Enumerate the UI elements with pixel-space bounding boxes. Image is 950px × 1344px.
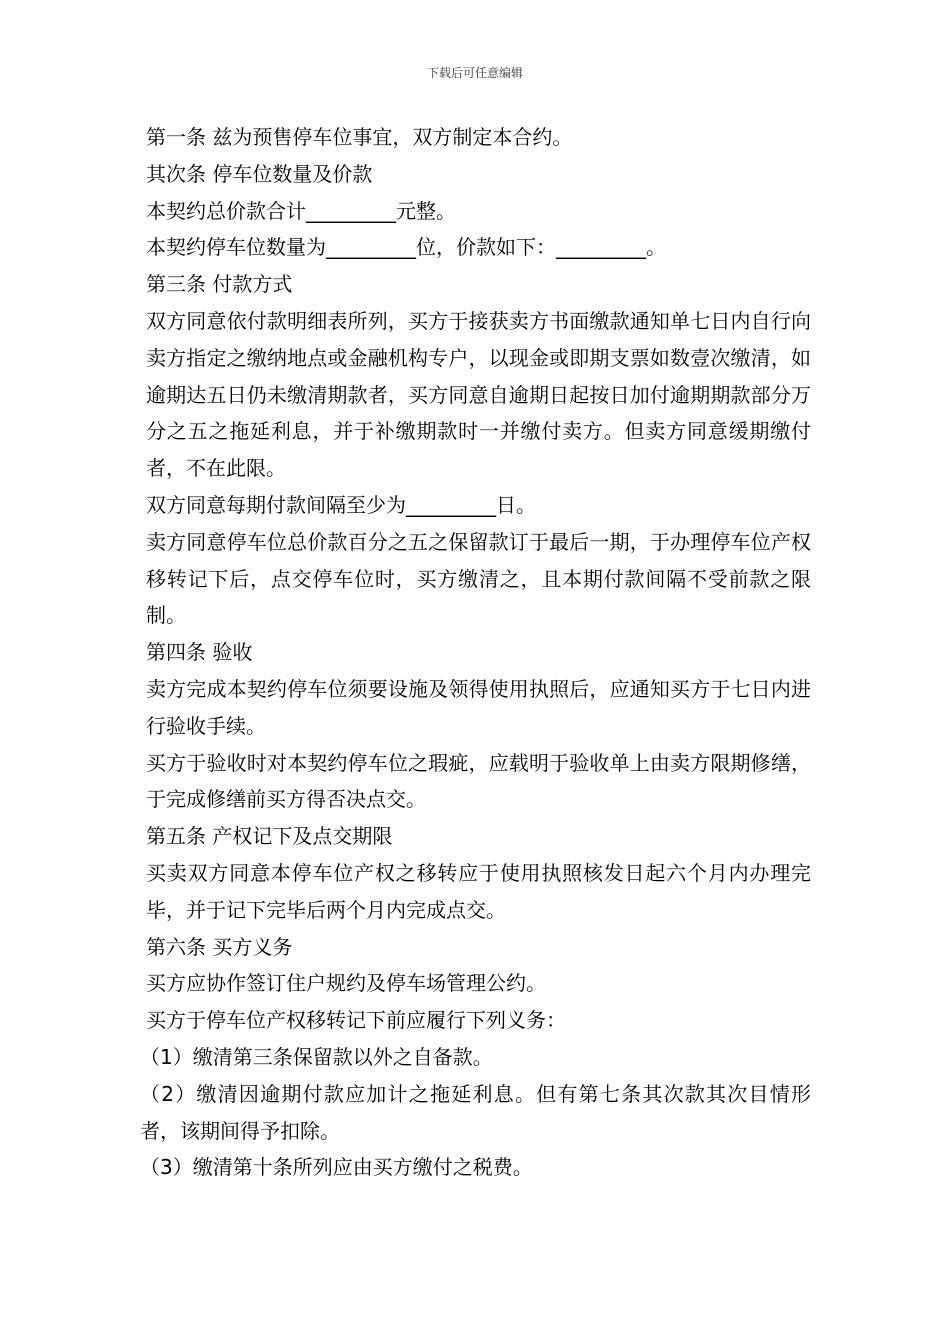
- article-1: 第一条 兹为预售停车位事宜，双方制定本合约。: [146, 125, 573, 149]
- article-2-heading: 其次条 停车位数量及价款: [146, 161, 373, 186]
- article-6-heading: 第六条 买方义务: [146, 934, 293, 959]
- article-5-heading: 第五条 产权记下及点交期限: [146, 824, 393, 849]
- duty-item-1: （1）缴清第三条保留款以外之自备款。: [140, 1044, 493, 1069]
- payment-interval-line: 双方同意每期付款间隔至少为_________日。: [146, 492, 536, 517]
- buyer-duty-line-1: 买方应协作签订住户规约及停车场管理公约。: [146, 971, 546, 996]
- payment-paragraph: 双方同意依付款明细表所列，买方于接获卖方书面缴款通知单七日内自行向卖方指定之缴纳地点或金融机构专户，以现金或即期支票如数壹次缴清，如逾期达五日仍未缴清期款者，买方同意自逾期日起按日加付逾期期款部分万分之五之拖延利息，并于补缴期款时一并缴付卖方。但卖方同意缓期缴付者，不在此限。: [146, 308, 811, 481]
- retention-paragraph: 卖方同意停车位总价款百分之五之保留款订于最后一期，于办理停车位产权移转记下后，点交停车位时，买方缴清之，且本期付款间隔不受前款之限制。: [146, 529, 811, 628]
- inspection-paragraph-1: 卖方完成本契约停车位须要设施及领得使用执照后，应通知买方于七日内进行验收手续。: [146, 676, 811, 738]
- duty-item-2: （2）缴清因逾期付款应加计之拖延利息。但有第七条其次款其次目情形者，该期间得予扣除。: [140, 1081, 811, 1143]
- article-4-heading: 第四条 验收: [146, 640, 253, 665]
- registration-paragraph: 买卖双方同意本停车位产权之移转应于使用执照核发日起六个月内办理完毕，并于记下完毕后两个月内完成点交。: [146, 860, 811, 922]
- parking-count-line: 本契约停车位数量为_________位，价款如下：_________。: [146, 235, 666, 260]
- inspection-paragraph-2: 买方于验收时对本契约停车位之瑕疵，应载明于验收单上由卖方限期修缮，于完成修缮前买方得否决点交。: [146, 750, 811, 812]
- buyer-duty-line-2: 买方于停车位产权移转记下前应履行下列义务：: [146, 1008, 566, 1033]
- page-header: 下载后可任意编辑: [426, 66, 523, 80]
- contract-body: [140, 119, 811, 1186]
- article-3-heading: 第三条 付款方式: [146, 272, 293, 297]
- duty-item-3: （3）缴清第十条所列应由买方缴付之税费。: [140, 1155, 533, 1180]
- total-price-line: 本契约总价款合计_________元整。: [146, 198, 456, 223]
